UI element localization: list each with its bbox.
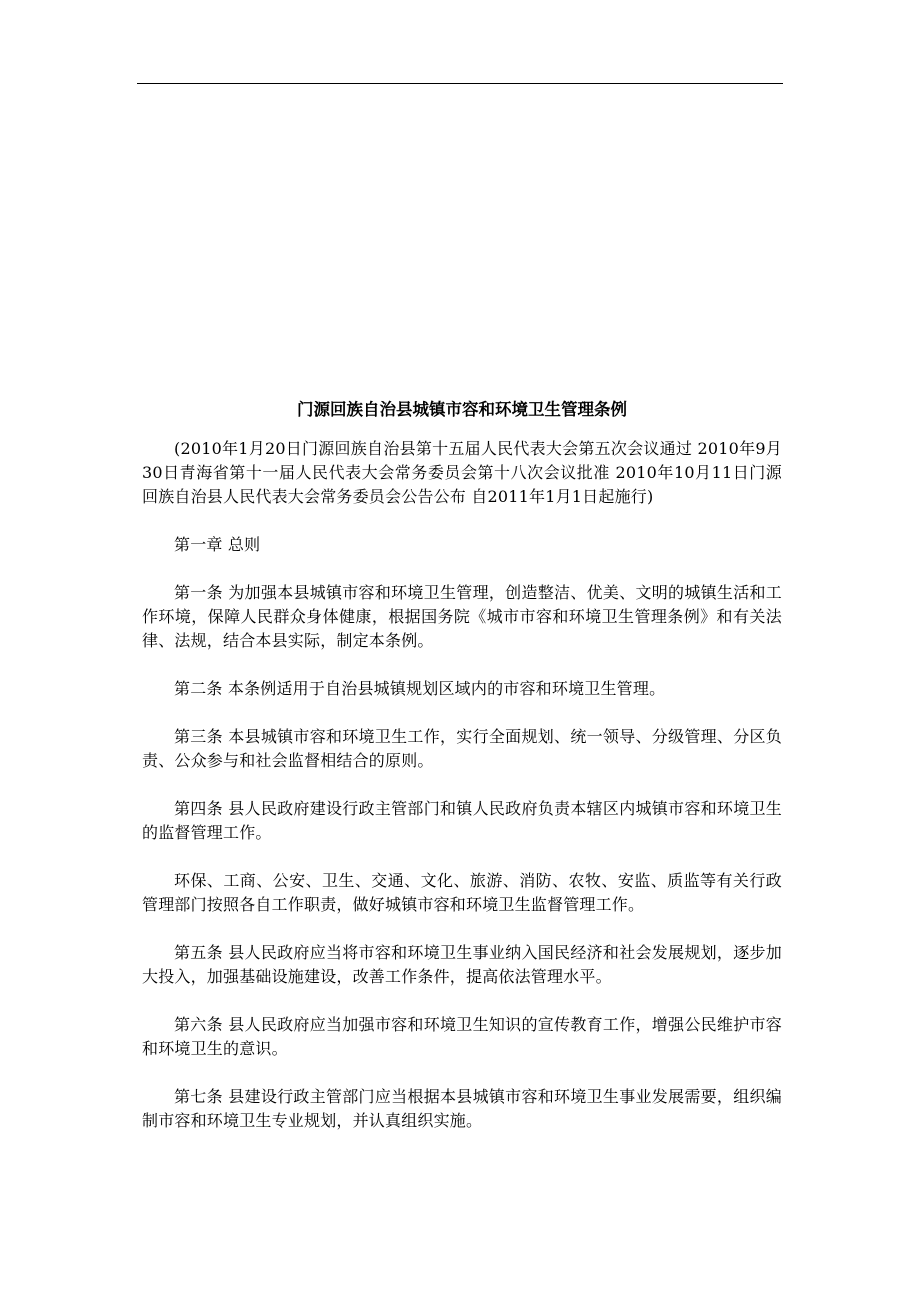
article-paragraph: 第七条 县建设行政主管部门应当根据本县城镇市容和环境卫生事业发展需要，组织编制市容和环境卫生专业规划，并认真组织实施。 bbox=[142, 1087, 782, 1130]
article-paragraph: 环保、工商、公安、卫生、交通、文化、旅游、消防、农牧、安监、质监等有关行政管理部门按照各自工作职责，做好城镇市容和环境卫生监督管理工作。 bbox=[142, 871, 782, 914]
preamble: (2010年1月20日门源回族自治县第十五届人民代表大会第五次会议通过 2010年9月30日青海省第十一届人民代表大会常务委员会第十八次会议批准 2010年10月11日门源回族自治县人民代表大会常务委员会公告公布 自2011年1月1日起施行) bbox=[142, 439, 782, 506]
article-paragraph: 第五条 县人民政府应当将市容和环境卫生事业纳入国民经济和社会发展规划，逐步加大投入，加强基础设施建设，改善工作条件，提高依法管理水平。 bbox=[142, 943, 782, 986]
header-rule bbox=[137, 83, 783, 84]
chapter-heading: 第一章 总则 bbox=[174, 535, 261, 554]
document-title: 门源回族自治县城镇市容和环境卫生管理条例 bbox=[297, 400, 627, 419]
article-paragraph: 第六条 县人民政府应当加强市容和环境卫生知识的宣传教育工作，增强公民维护市容和环境卫生的意识。 bbox=[142, 1015, 782, 1058]
article-paragraph: 第四条 县人民政府建设行政主管部门和镇人民政府负责本辖区内城镇市容和环境卫生的监督管理工作。 bbox=[142, 799, 782, 842]
article-paragraph: 第一条 为加强本县城镇市容和环境卫生管理，创造整洁、优美、文明的城镇生活和工作环境，保障人民群众身体健康，根据国务院《城市市容和环境卫生管理条例》和有关法律、法规，结合本县实际，制定本条例。 bbox=[142, 583, 782, 650]
article-paragraph: 第二条 本条例适用于自治县城镇规划区域内的市容和环境卫生管理。 bbox=[174, 679, 666, 698]
document-body bbox=[142, 398, 782, 1133]
article-paragraph: 第三条 本县城镇市容和环境卫生工作，实行全面规划、统一领导、分级管理、分区负责、公众参与和社会监督相结合的原则。 bbox=[142, 727, 782, 770]
